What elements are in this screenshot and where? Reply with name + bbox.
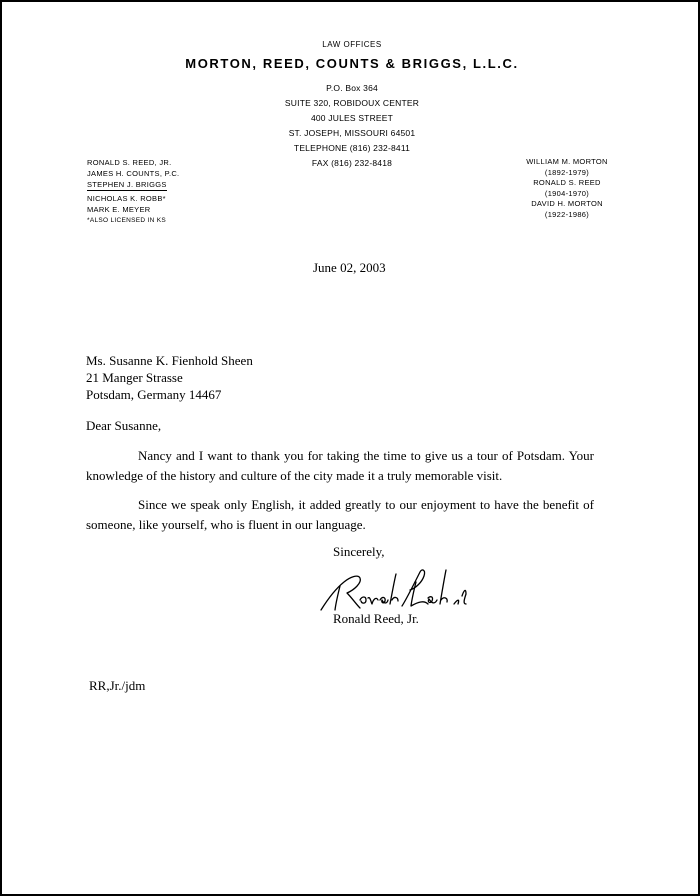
founder-name: RONALD S. REED xyxy=(533,178,601,187)
address-line: ST. JOSEPH, MISSOURI 64501 xyxy=(288,128,416,138)
founder-years: (1922-1986) xyxy=(544,209,590,219)
recipient-line: Ms. Susanne K. Fienhold Sheen xyxy=(86,353,253,368)
partners-list-current xyxy=(87,157,179,226)
letter-date: June 02, 2003 xyxy=(313,260,386,275)
licensing-note: *ALSO LICENSED IN KS xyxy=(87,217,166,224)
founder-years: (1904-1970) xyxy=(544,188,590,198)
body-paragraph-text: Nancy and I want to thank you for taking the time to give us a tour of Potsdam. Your knowledge of the history and culture of the city made it a truly memorable visit. xyxy=(86,448,594,483)
closing: Sincerely, xyxy=(333,544,385,559)
recipient-line: 21 Manger Strasse xyxy=(86,370,183,385)
signer-name: Ronald Reed, Jr. xyxy=(333,611,419,626)
letterhead xyxy=(2,40,700,171)
salutation: Dear Susanne, xyxy=(86,418,162,433)
partner-name: RONALD S. REED, JR. xyxy=(87,158,172,167)
recipient-line: Potsdam, Germany 14467 xyxy=(86,387,222,402)
body-paragraph xyxy=(86,446,594,486)
typist-initials: RR,Jr./jdm xyxy=(89,678,146,693)
partners-list-founders xyxy=(502,157,632,220)
address-line: 400 JULES STREET xyxy=(310,113,394,123)
founder-name: DAVID H. MORTON xyxy=(531,199,603,208)
founder-years: (1892-1979) xyxy=(544,167,590,177)
address-line: SUITE 320, ROBIDOUX CENTER xyxy=(284,98,420,108)
telephone-line: TELEPHONE (816) 232-8411 xyxy=(293,143,411,153)
body-paragraph xyxy=(86,495,594,535)
recipient-address xyxy=(86,352,253,403)
firm-name: MORTON, REED, COUNTS & BRIGGS, L.L.C. xyxy=(185,56,519,71)
partner-name: NICHOLAS K. ROBB* xyxy=(87,194,166,203)
partner-name: MARK E. MEYER xyxy=(87,205,151,214)
letterhead-label: LAW OFFICES xyxy=(322,40,382,49)
fax-line: FAX (816) 232-8418 xyxy=(311,158,393,168)
partner-name: JAMES H. COUNTS, P.C. xyxy=(87,169,180,178)
address-line: P.O. Box 364 xyxy=(326,83,378,93)
body-paragraph-text: Since we speak only English, it added greatly to our enjoyment to have the benefit of someone, like yourself, who is fluent in our language. xyxy=(86,497,594,532)
partner-name: STEPHEN J. BRIGGS xyxy=(87,180,167,189)
founder-name: WILLIAM M. MORTON xyxy=(526,157,608,166)
